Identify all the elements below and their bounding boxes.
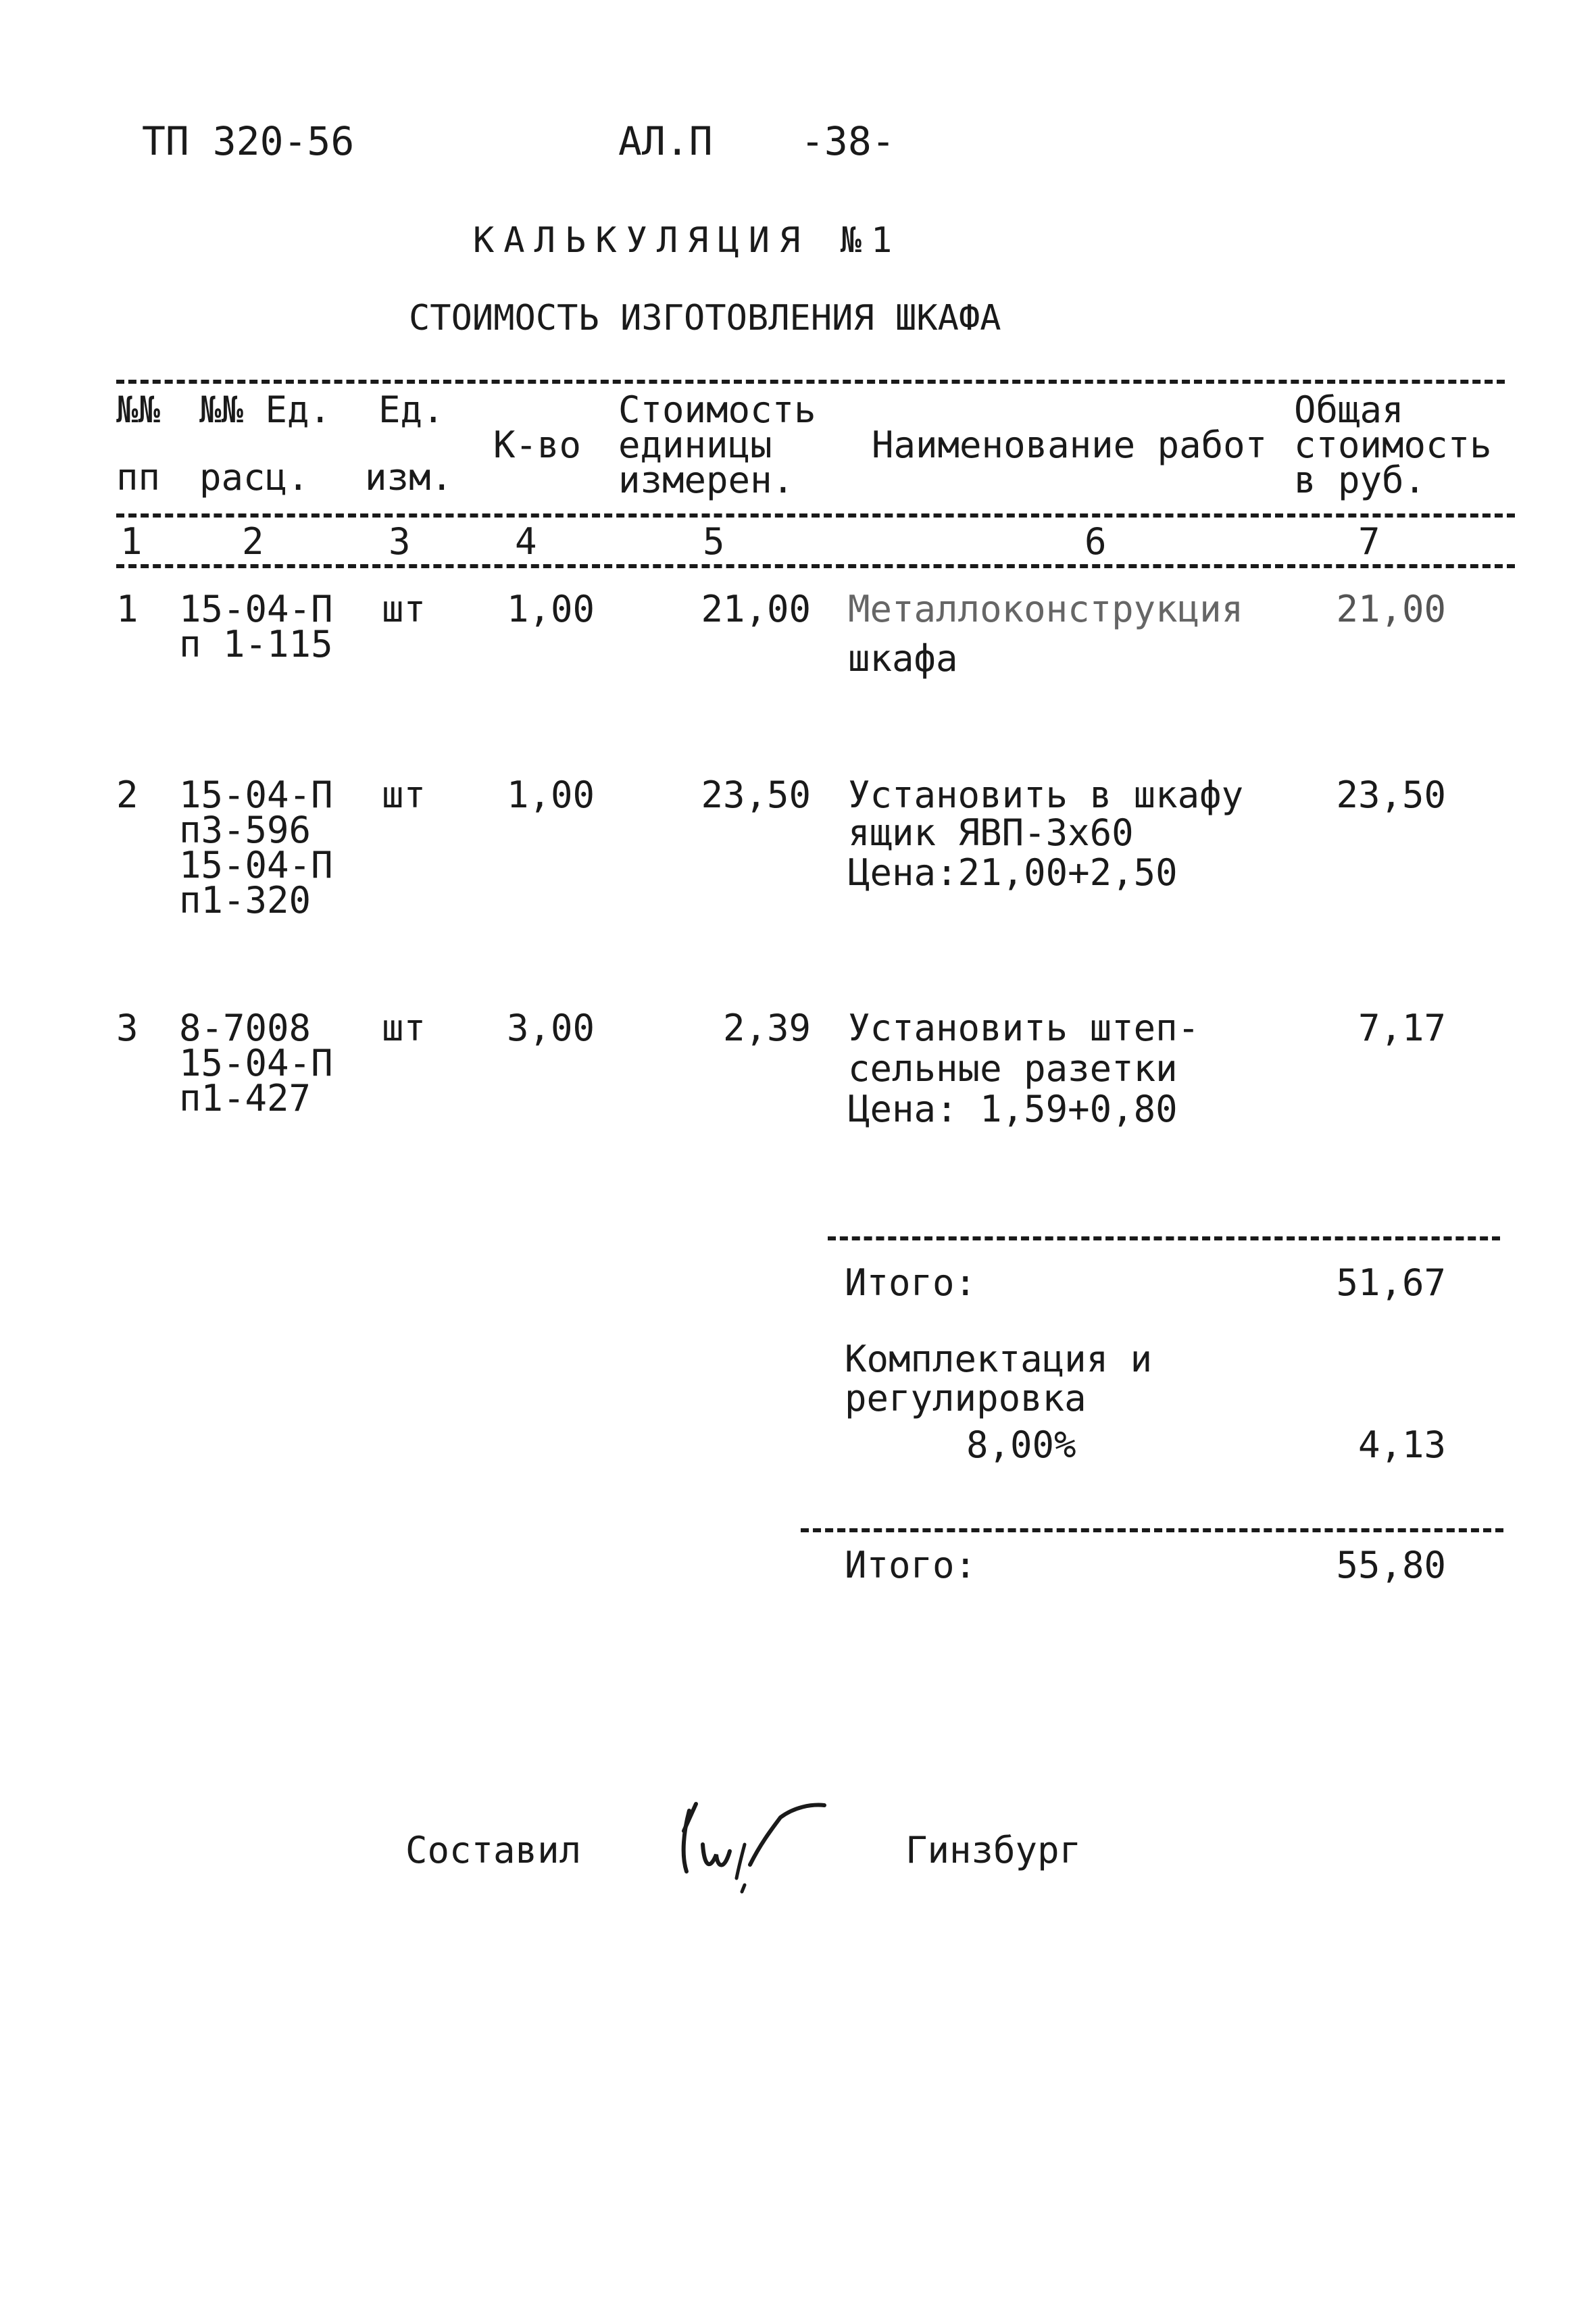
compiled-by-label: Составил — [405, 1829, 582, 1871]
row-unit: шт — [382, 1007, 426, 1049]
row-description: Установить в шкафу — [848, 774, 1244, 816]
column-number-1: 1 — [120, 520, 143, 563]
extra-percent: 8,00% — [966, 1424, 1076, 1466]
header-col2-line1: №№ Ед. — [199, 388, 332, 431]
header-col1-line1: №№ — [116, 388, 161, 431]
row-description: Цена: 1,59+0,80 — [848, 1088, 1178, 1130]
header-col1-line2: пп — [116, 456, 161, 499]
page-number: -38- — [801, 118, 895, 164]
album-label: АЛ.П — [618, 118, 713, 164]
header-col2-line2: расц. — [199, 456, 309, 499]
row-code: 15-04-П — [179, 844, 333, 886]
extra-label: регулировка — [845, 1377, 1087, 1419]
header-bottom-rule — [116, 513, 1515, 518]
column-number-4: 4 — [515, 520, 537, 563]
row-code: п3-596 — [179, 809, 311, 851]
page-subtitle: СТОИМОСТЬ ИЗГОТОВЛЕНИЯ ШКАФА — [409, 298, 1001, 338]
subtotal-value: 51,67 — [1336, 1261, 1446, 1304]
header-col7-line3: в руб. — [1294, 459, 1426, 501]
row-number: 2 — [116, 774, 139, 816]
row-code: п 1-115 — [179, 623, 333, 665]
header-col4: К-во — [493, 424, 582, 466]
column-number-3: 3 — [389, 520, 411, 563]
row-total: 7,17 — [1357, 1007, 1446, 1049]
signature-mark — [669, 1790, 831, 1905]
page-title: КАЛЬКУЛЯЦИЯ №1 — [473, 220, 902, 261]
header-col7-line1: Общая — [1294, 388, 1404, 431]
header-col3-line1: Ед. — [378, 388, 445, 431]
row-description: ящик ЯВП-3х60 — [848, 811, 1134, 854]
column-number-5: 5 — [703, 520, 725, 563]
row-code: 15-04-П — [179, 1042, 333, 1084]
row-unit: шт — [382, 588, 426, 630]
row-total: 21,00 — [1336, 588, 1446, 630]
row-description: сельные разетки — [848, 1047, 1178, 1090]
column-numbers-rule — [116, 564, 1515, 568]
row-code: 15-04-П — [179, 774, 333, 816]
row-code: 15-04-П — [179, 588, 333, 630]
summary-rule-bottom — [801, 1528, 1503, 1532]
extra-label: Комплектация и — [845, 1338, 1153, 1380]
column-number-7: 7 — [1358, 520, 1380, 563]
subtotal-label: Итого: — [845, 1261, 977, 1304]
row-unit-cost: 2,39 — [722, 1007, 811, 1049]
row-description: Металлоконструкция — [848, 588, 1244, 630]
total-label: Итого: — [845, 1544, 977, 1586]
row-description: шкафа — [848, 637, 958, 680]
header-col3-line2: изм. — [365, 456, 453, 499]
row-quantity: 1,00 — [506, 774, 595, 816]
row-total: 23,50 — [1336, 774, 1446, 816]
row-code: 8-7008 — [179, 1007, 311, 1049]
row-number: 1 — [116, 588, 139, 630]
extra-value: 4,13 — [1357, 1424, 1446, 1466]
row-description: Установить штеп- — [848, 1007, 1200, 1049]
row-description: Цена:21,00+2,50 — [848, 851, 1178, 894]
header-col7-line2: стоимость — [1294, 424, 1492, 466]
total-value: 55,80 — [1336, 1544, 1446, 1586]
row-quantity: 3,00 — [506, 1007, 595, 1049]
column-number-6: 6 — [1084, 520, 1107, 563]
row-number: 3 — [116, 1007, 139, 1049]
row-unit: шт — [382, 774, 426, 816]
table-top-rule — [116, 380, 1505, 384]
row-unit-cost: 21,00 — [701, 588, 811, 630]
header-col6: Наименование работ — [872, 424, 1268, 466]
row-unit-cost: 23,50 — [701, 774, 811, 816]
header-col5-line3: измерен. — [618, 459, 795, 501]
header-col5-line2: единицы — [618, 424, 772, 466]
row-code: п1-427 — [179, 1077, 311, 1120]
summary-rule-top — [828, 1236, 1500, 1240]
column-number-2: 2 — [242, 520, 264, 563]
header-col5-line1: Стоимость — [618, 388, 816, 431]
row-code: п1-320 — [179, 879, 311, 922]
compiler-name: Гинзбург — [905, 1829, 1082, 1871]
row-quantity: 1,00 — [506, 588, 595, 630]
doc-code: ТП 320-56 — [142, 118, 355, 164]
